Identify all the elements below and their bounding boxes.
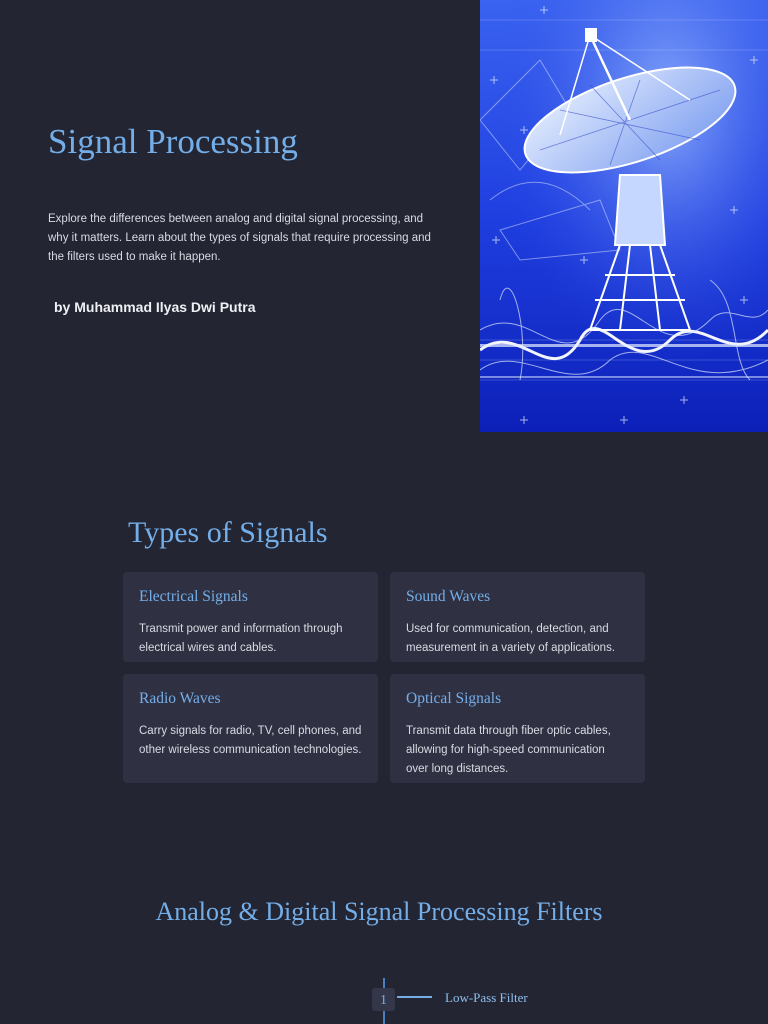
timeline-step-label: Low-Pass Filter <box>445 990 528 1005</box>
filters-section-title: Analog & Digital Signal Processing Filters <box>155 897 603 926</box>
author-byline: by Muhammad Ilyas Dwi Putra <box>54 299 256 315</box>
card-title: Optical Signals <box>406 690 502 707</box>
hero-satellite-dish-image <box>480 0 768 432</box>
types-section-title: Types of Signals <box>128 516 328 549</box>
card-body: Transmit power and information through electrical wires and cables. <box>139 623 343 654</box>
timeline-connector <box>397 996 432 998</box>
signal-card-sound <box>390 572 645 662</box>
signal-card-optical <box>390 674 645 783</box>
signal-card-electrical <box>123 572 378 662</box>
card-body: Carry signals for radio, TV, cell phones, and other wireless communication technologies. <box>139 725 362 756</box>
card-body: Used for communication, detection, and measurement in a variety of applications. <box>406 623 616 654</box>
intro-paragraph: Explore the differences between analog and digital signal processing, and why it matters. Learn about the types of signals that require processing and the filters used to make it happen. <box>48 213 431 263</box>
page-title: Signal Processing <box>48 122 298 161</box>
card-title: Sound Waves <box>406 588 491 605</box>
card-body: Transmit data through fiber optic cables, allowing for high-speed communication over long distances. <box>406 725 611 775</box>
card-title: Radio Waves <box>139 690 221 707</box>
card-title: Electrical Signals <box>139 588 248 605</box>
signal-card-radio <box>123 674 378 783</box>
timeline-step-number: 1 <box>372 988 395 1011</box>
